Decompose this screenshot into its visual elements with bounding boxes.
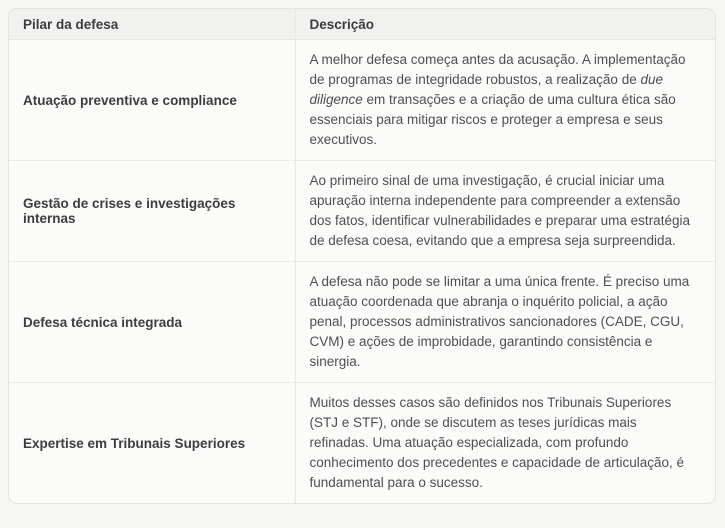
pillar-name: Atuação preventiva e compliance	[9, 40, 295, 161]
description-text: em transações e a criação de uma cultura ética são essenciais para mitigar riscos e proteger a empresa e seus executivos.	[309, 92, 676, 147]
pillar-description	[295, 40, 715, 161]
table-row	[9, 161, 715, 262]
table-header-row	[9, 9, 715, 40]
description-italic-text: due diligence	[309, 72, 663, 107]
pillar-name: Defesa técnica integrada	[9, 262, 295, 383]
pillar-name: Gestão de crises e investigações internas	[9, 161, 295, 262]
table-row	[9, 383, 715, 504]
column-header-pillar: Pilar da defesa	[9, 9, 295, 40]
table-row	[9, 40, 715, 161]
pillar-name: Expertise em Tribunais Superiores	[23, 435, 246, 451]
column-header-description: Descrição	[295, 9, 715, 40]
defense-pillars-card	[8, 8, 716, 504]
pillar-description: Ao primeiro sinal de uma investigação, é crucial iniciar uma apuração interna independente para compreender a extensão dos fatos, identificar vulnerabilidades e preparar uma estratégia de defesa coesa, evitando que a empresa seja surpreendida.	[295, 161, 715, 262]
pillar-description: Muitos desses casos são definidos nos Tribunais Superiores (STJ e STF), onde se discutem as teses jurídicas mais refinadas. Uma atuação especializada, com profundo conhecimento dos precedentes e capacidade de articulação, é fundamental para o sucesso.	[295, 383, 715, 504]
description-text: A melhor defesa começa antes da acusação. A implementação de programas de integridade robustos, a realização de	[309, 52, 686, 87]
pillar-description: A defesa não pode se limitar a uma única frente. É preciso uma atuação coordenada que abranja o inquérito policial, a ação penal, processos administrativos sancionadores (CADE, CGU, CVM) e ações de improbidade, garantindo consistência e sinergia.	[295, 262, 715, 383]
defense-pillars-table	[9, 9, 715, 503]
table-row	[9, 262, 715, 383]
